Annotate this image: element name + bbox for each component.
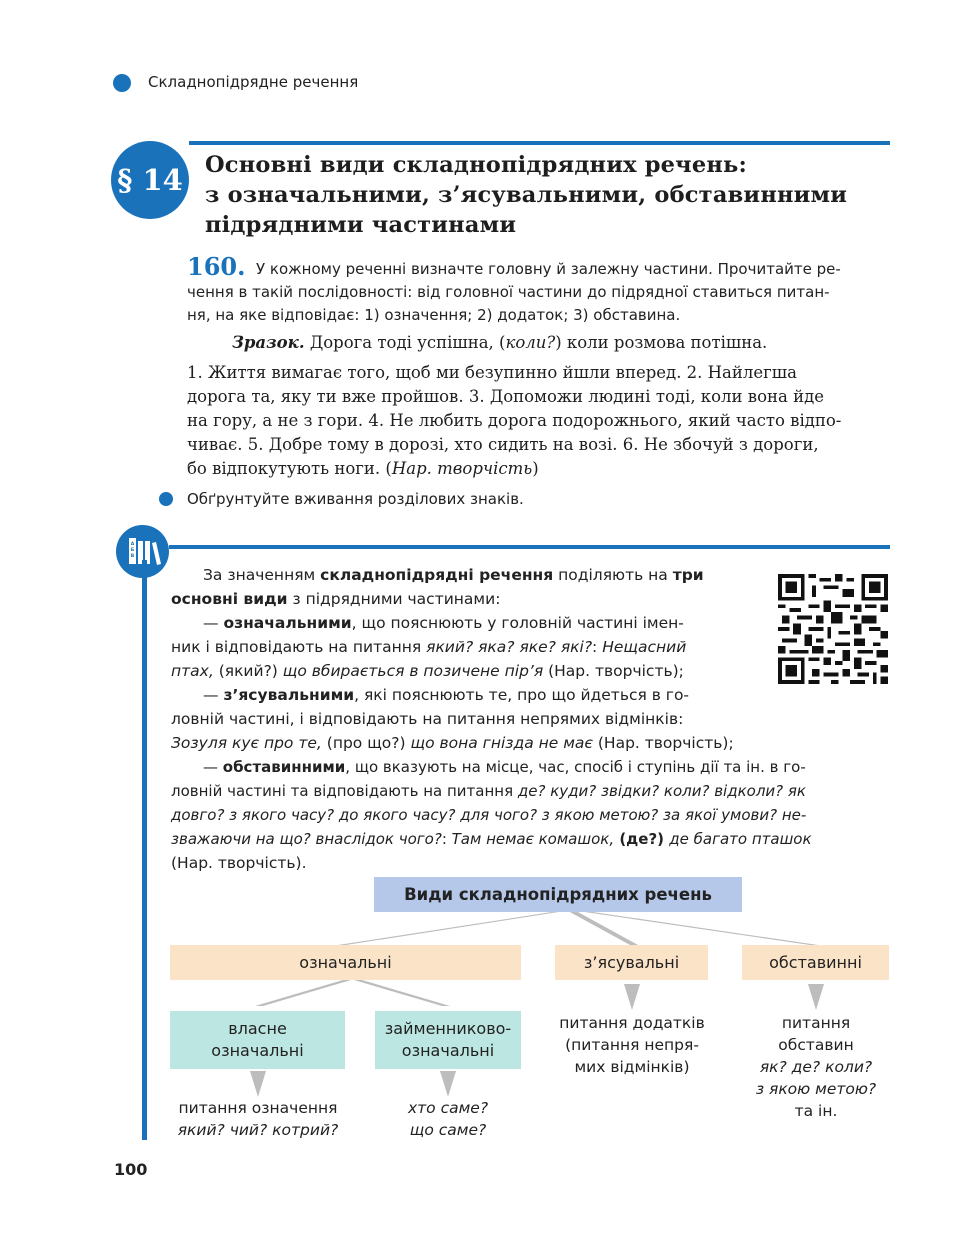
svg-text:А: А bbox=[130, 542, 135, 547]
sentence-text: ) bbox=[532, 459, 539, 478]
sample-label: Зразок. bbox=[232, 333, 305, 352]
diagram-label: власне bbox=[228, 1019, 287, 1038]
sample-text: Дорога тоді успішна, ( bbox=[304, 333, 506, 352]
section-heading-line: з означальними, з’ясувальними, обставинними bbox=[205, 182, 848, 208]
rule-example: що вона гнізда не має bbox=[410, 734, 593, 752]
rule-example: де багато пташок bbox=[669, 830, 812, 848]
rule-example: птах, bbox=[171, 662, 214, 680]
rule-question: зважаючи на що? внаслідок чого? bbox=[171, 830, 442, 848]
exercise-sentence-line: дорога та, яку ти вже пройшов. 3. Допоможи людині тоді, коли вона йде bbox=[187, 387, 824, 406]
diagram-label: займенниково- bbox=[384, 1019, 512, 1038]
section-badge: § 14 bbox=[111, 141, 189, 219]
rule-question: де? куди? звідки? коли? відколи? як bbox=[517, 782, 806, 800]
diagram-adverbial-questions bbox=[742, 1012, 890, 1122]
rule-text: (Нар. творчість); bbox=[543, 662, 684, 680]
rule-text: (Нар. творчість); bbox=[592, 734, 734, 752]
rule-line: ловній частині, і відповідають на питання непрямих відмінків: bbox=[171, 710, 684, 728]
rule-term: основні види bbox=[171, 590, 288, 608]
diagram-attributive: означальні bbox=[170, 945, 521, 980]
rule-text: , що пояснюють у головній частині імен- bbox=[351, 614, 684, 632]
diagram-caption: питання bbox=[781, 1014, 851, 1032]
diagram-caption: питання додатків bbox=[559, 1014, 705, 1032]
diagram-caption: (питання непря- bbox=[565, 1036, 699, 1054]
rule-question-bold: (де?) bbox=[614, 830, 670, 848]
exercise-task-line: чення в такій послідовності: від головної частини до підрядної ставиться питан- bbox=[187, 283, 830, 301]
rule-term: складнопідрядні речення bbox=[320, 566, 554, 584]
svg-text:Б: Б bbox=[130, 548, 135, 553]
diagram-caption: та ін. bbox=[794, 1102, 838, 1120]
rule-text: (про що?) bbox=[321, 734, 411, 752]
rule-term: означальними bbox=[223, 614, 352, 632]
diagram-caption: який? чий? котрий? bbox=[177, 1121, 339, 1139]
exercise-number: 160. bbox=[187, 252, 246, 281]
svg-text:В: В bbox=[130, 554, 135, 559]
diagram-caption: з якою метою? bbox=[755, 1080, 877, 1098]
diagram-caption: мих відмінків) bbox=[574, 1058, 690, 1076]
rule-line: (Нар. творчість). bbox=[171, 854, 307, 872]
rule-question: який? яка? яке? які? bbox=[426, 638, 593, 656]
diagram-caption: хто саме? bbox=[407, 1099, 489, 1117]
diagram-caption: питання означення bbox=[178, 1099, 338, 1117]
rule-text: , що вказують на місце, час, спосіб і ступінь дії та ін. в го- bbox=[345, 758, 806, 776]
rule-example: Там немає комашок, bbox=[451, 830, 615, 848]
rule-term: з’ясувальними bbox=[223, 686, 355, 704]
rule-example: Нещасний bbox=[602, 638, 687, 656]
diagram-adverbial: обставинні bbox=[742, 945, 889, 980]
rule-text: (який?) bbox=[213, 662, 283, 680]
diagram-objective-questions bbox=[552, 1012, 712, 1078]
diagram-proper-questions bbox=[160, 1097, 356, 1141]
rule-text: ник і відповідають на питання bbox=[171, 638, 427, 656]
page-number: 100 bbox=[114, 1160, 148, 1179]
diagram-pronominal-attributive bbox=[375, 1011, 521, 1069]
diagram-objective: з’ясувальні bbox=[555, 945, 708, 980]
diagram-caption: як? де? коли? bbox=[759, 1058, 873, 1076]
rule-text: ловній частині та відповідають на питання bbox=[171, 782, 518, 800]
rule-term: обставинними bbox=[222, 758, 346, 776]
rule-question: довго? з якого часу? до якого часу? для чого? з якою метою? за якої умови? не- bbox=[171, 806, 807, 824]
rule-text: : bbox=[441, 830, 452, 848]
exercise-task-line: У кожному реченні визначте головну й залежну частини. Прочитайте ре- bbox=[256, 260, 841, 278]
exercise-sentence-line: на гору, а не з гори. 4. Не любить дорога подорожнього, який часто відпо- bbox=[187, 411, 842, 430]
diagram-root: Види складнопідрядних речень bbox=[374, 877, 742, 912]
rule-text: : bbox=[592, 638, 603, 656]
rule-text: з підрядними частинами: bbox=[287, 590, 501, 608]
exercise-task-line: ня, на яке відповідає: 1) означення; 2) додаток; 3) обставина. bbox=[187, 306, 681, 324]
rule-dash: — bbox=[203, 614, 224, 632]
diagram-label: означальні bbox=[401, 1041, 495, 1060]
diagram-caption: що саме? bbox=[409, 1121, 487, 1139]
rule-example: Зозуля кує про те, bbox=[171, 734, 322, 752]
diagram-proper-attributive bbox=[170, 1011, 345, 1069]
rule-dash: — bbox=[203, 758, 223, 776]
bullet-task: Обґрунтуйте вживання розділових знаків. bbox=[187, 490, 524, 508]
sentence-source: Нар. творчість bbox=[391, 459, 533, 478]
diagram-label: означальні bbox=[211, 1041, 304, 1060]
diagram-caption: обставин bbox=[778, 1036, 854, 1054]
exercise-sentence-line: 1. Життя вимагає того, щоб ми безупинно йшли вперед. 2. Найлегша bbox=[187, 363, 797, 382]
rule-term: три bbox=[672, 566, 704, 584]
sample-question: коли? bbox=[505, 333, 556, 352]
exercise-sentence-line: чиває. 5. Добре тому в дорозі, хто сидить на возі. 6. Не збочуй з дороги, bbox=[187, 435, 819, 454]
rule-example: що вбирається в позичене пір’я bbox=[282, 662, 544, 680]
rule-dash: — bbox=[203, 686, 224, 704]
chapter-title: Складнопідрядне речення bbox=[148, 73, 359, 91]
rule-text: поділяють на bbox=[553, 566, 673, 584]
section-heading-line: Основні види складнопідрядних речень: bbox=[205, 152, 748, 178]
sample-text: ) коли розмова потішна. bbox=[555, 333, 768, 352]
section-heading-line: підрядними частинами bbox=[205, 212, 517, 238]
rule-text: За значенням bbox=[203, 566, 321, 584]
rule-text: , які пояснюють те, про що йдеться в го- bbox=[354, 686, 690, 704]
diagram-pronominal-questions bbox=[378, 1097, 518, 1141]
sentence-text: бо відпокутують ноги. ( bbox=[187, 459, 392, 478]
